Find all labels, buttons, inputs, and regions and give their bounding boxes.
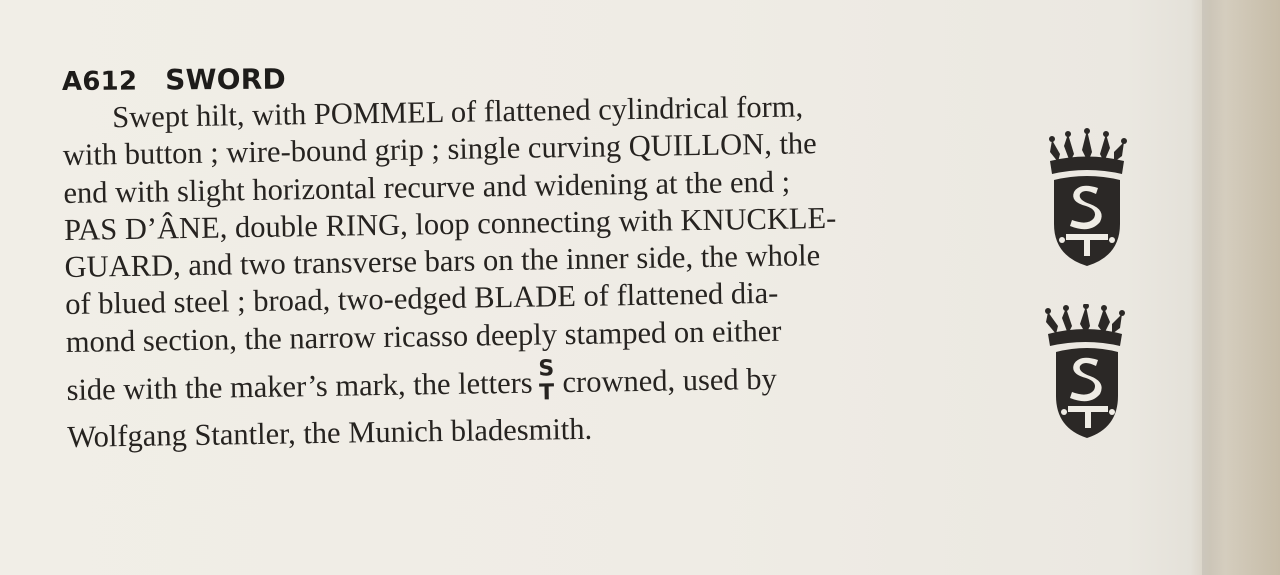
crowned-shield-stamp-icon bbox=[1040, 304, 1135, 444]
stacked-mark-letters bbox=[538, 357, 555, 405]
description-line-9: Wolfgang Stantler, the Munich bladesmith. bbox=[67, 411, 593, 455]
line-8-text-after: crowned, used by bbox=[562, 361, 778, 400]
description-line-1: Swept hilt, with POMMEL of flattened cylindrical form, bbox=[112, 89, 804, 135]
description-line-5: GUARD, and two transverse bars on the inner side, the whole bbox=[64, 238, 821, 285]
crowned-shield-stamp-icon bbox=[1040, 128, 1135, 268]
mark-letter-bottom: T bbox=[539, 380, 555, 406]
mark-letter-top: S bbox=[538, 356, 555, 382]
description-line-7: mond section, the narrow ricasso deeply stamped on either bbox=[65, 313, 782, 359]
description-line-4: PAS D’ÂNE, double RING, loop connecting with KNUCKLE- bbox=[63, 200, 837, 247]
description-line-2: with button ; wire-bound grip ; single curving QUILLON, the bbox=[62, 126, 817, 173]
page-edge-shadow bbox=[1202, 0, 1280, 575]
description-line-6: of blued steel ; broad, two-edged BLADE of flattened dia- bbox=[64, 276, 779, 322]
entry-description bbox=[62, 85, 1032, 456]
entry-number: A612 bbox=[61, 66, 138, 97]
description-line-3: end with slight horizontal recurve and widening at the end ; bbox=[63, 164, 791, 210]
entry-heading bbox=[62, 63, 286, 97]
makers-marks bbox=[1040, 128, 1140, 448]
entry-title: SWORD bbox=[165, 62, 286, 97]
line-8-text-before: side with the maker’s mark, the letters bbox=[66, 365, 533, 408]
